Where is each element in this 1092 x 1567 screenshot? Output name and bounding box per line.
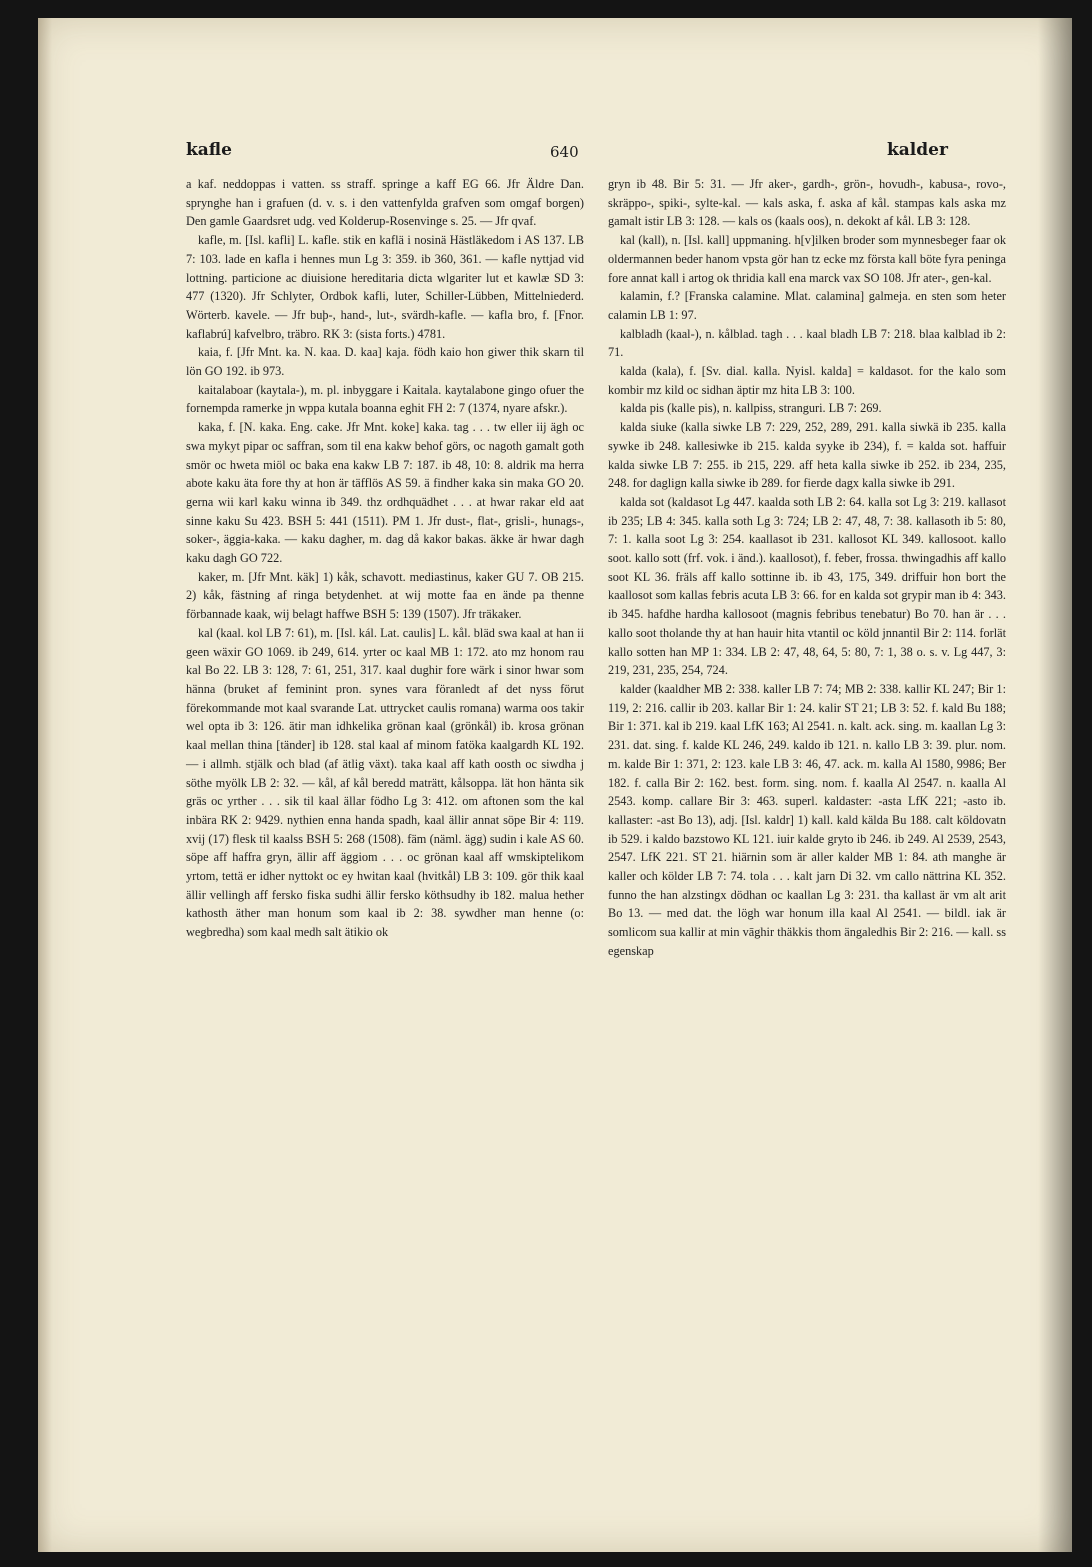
entry-paragraph: kal (kall), n. [Isl. kall] uppmaning. h[v]ilken broder som mynnesbeger faar ok oldermannen beder hanom vpsta gör han tz ecke mz första kall böte fyra peninga fore annat kall i artog ok thridia kall ena marck vax SO 108. Jfr ater-, gen-kal.: [608, 233, 1006, 285]
entry-paragraph: kalda siuke (kalla siwke LB 7: 229, 252, 289, 291. kalla siwkä ib 235. kalla sywke ib 248. kallesiwke ib 215. kalda syyke ib 234), f. = kalda sot. haffuir kalda siwke LB 7: 255. ib 215, 229. aff heta kalla siwke ib 252. ib 234, 235, 248. for daglign kalla siwke ib 289. for fierde dagx kalla siwke ib 291.: [608, 420, 1006, 491]
entry-paragraph: kaitalaboar (kaytala-), m. pl. inbyggare i Kaitala. kaytalabone gingo ofuer the fornempda ramerke jn wppa kutala boanna eghit FH 2: 7 (1374, nyare afskr.).: [186, 382, 584, 416]
entry-paragraph: kalbladh (kaal-), n. kålblad. tagh . . . kaal bladh LB 7: 218. blaa kalblad ib 2: 71.: [608, 326, 1006, 360]
page-number: 640: [550, 143, 579, 161]
running-head-right: kalder: [887, 140, 948, 160]
entry-paragraph: kalamin, f.? [Franska calamine. Mlat. calamina] galmeja. en sten som heter calamin LB 1: 97.: [608, 289, 1006, 322]
entry-paragraph: kalda pis (kalle pis), n. kallpiss, stranguri. LB 7: 269.: [620, 401, 882, 416]
entry-paragraph: kaker, m. [Jfr Mnt. käk] 1) kåk, schavott. mediastinus, kaker GU 7. OB 215. 2) kåk, fästning af ringa betydenhet. at wij motte faa en ände pa thenne förbannade kaak, wij belagt haffwe BSH 5: 139 (1507). Jfr träkaker.: [186, 569, 584, 622]
entry-paragraph: kafle, m. [Isl. kafli] L. kafle. stik en kaflä i nosinä Hästläkedom i AS 137. LB 7: 103. lade en kafla i hennes mun Lg 3: 359. ib 360, 361. — kafle nyttjad vid lottning. particione ac diuisione hereditaria dicta wlgariter lut et kawlæ SD 3: 477 (1320). Jfr Schlyter, Ordbok kafli, luter, Schiller-Lübben, Mittelniederd. Wörterb. kavele. — Jfr buþ-, hand-, lut-, svärdh-kafle. — kafla bro, f. [Fnor. kaflabrú] kafvelbro, träbro. RK 3: (sista forts.) 4781.: [186, 233, 584, 341]
running-head-left: kafle: [186, 140, 232, 160]
binding-shadow: [1038, 18, 1072, 1552]
entry-paragraph: gryn ib 48. Bir 5: 31. — Jfr aker-, gardh-, grön-, hovudh-, kabusa-, rovo-, skräppo-, spiki-, sylte-kal. — kals aska, f. aska af kål. stampas kals aska mz gamalt istir LB 3: 128. — kals os (kaals oos), n. dekokt af kål. LB 3: 128.: [608, 177, 1006, 229]
entry-paragraph: kalder (kaaldher MB 2: 338. kaller LB 7: 74; MB 2: 338. kallir KL 247; Bir 1: 119, 2: 216. callir ib 203. kallar Bir 1: 24. kalir ST 21; LB 3: 52. f. kald Bu 188; Bir 1: 371. kal ib 219. kaal LfK 163; Al 2541. n. kalt. ack. sing. m. kaallan Lg 3: 231. dat. sing. f. kalde KL 246, 249. kaldo ib 121. n. kallo LB 3: 39. plur. nom. m. kalde Bir 1: 371, 2: 123. kale LB 3: 46, 47. ack. m. kalla Al 1580, 9986; Ber 182. f. calla Bir 2: 162. best. form. sing. nom. f. kaalla Al 2547. n. kaalla Al 2543. komp. callare Bir 3: 463. superl. kaldaster: -asta LfK 221; -asto ib. kallaster: -ast Bo 13), adj. [Isl. kaldr] 1) kall. kald kälda Bu 188. calt köldovatn ib 529. i kaldo bazstowo KL 121. iuir kalde gryto ib 246. ib 249. Al 2539, 2543, 2547. LfK 221. ST 21. hiärnin som är aller kalder MB 1: 84. ath manghe är kaller och kölder LB 7: 74. tola . . . kalt jarn Di 32. vm callo nättrina KL 352. funno the han alzstingx dödhan oc kaallan Lg 3: 231. tha kallast är vm alt arit Bo 13. — med dat. the lögh war honum illa kaal Al 2541. — bildl. iak är somlicom sua kallir at min vāghir thäkkis thom ängaledhis Bir 2: 216. — kall. ss egenskap: [608, 681, 1006, 958]
entry-paragraph: kal (kaal. kol LB 7: 61), m. [Isl. kál. Lat. caulis] L. kål. bläd swa kaal at han ii geen wäxir GO 1069. ib 249, 614. yrter oc kaal MB 1: 172. ato mz honom rau kal Bo 22. LB 3: 128, 7: 61, 251, 317. kaal dughir fore wärk i sinor hwar som hänna (bruket af feminint pron. synes vara föranledt af det nyss förut förekommande mot kaal svarande Lat. uttrycket caulis romana) warma oos takir wel opta ib 3: 126. ätir man idhkelika grönan kaal (grönkål) ib. krosa grönan kaal mellan thina [tänder] ib 128. stal kaal af minom fatöka kaalgardh KL 192. — i allmh. stjälk och blad (af ätlig växt). taka kaal aff kath oosth oc siwdha j söthe myölk LB 2: 32. — kål, af kål beredd maträtt, kålsoppa. lät hon hänta sik gräs oc yrther . . . sik til kaal ällar födho Lg 3: 412. om aftonen som the kal inbära RK 2: 9429. nythien enna handa spadh, kaal ällir annat söpe Bir 4: 119. xvij (17) flesk til kaalss BSH 5: 268 (1508). fäm (näml. ägg) sudin i kale AS 60. söpe aff haffra gryn, ällir aff äggiom . . . oc grönan kaal aff wmskiptelikom yrtom, tettä er idher nyttokt oc ey hwitan kaal (hvitkål) LB 3: 109. gör thik kaal ällir vellingh aff fersko fiska sudhi ällir fersko köthsudhy ib 182. malua hether kathosth äther man honum som kaal ib 2: 38. sywdher man henne (o: wegbredha) som kaal medh salt ätikio ok: [186, 625, 584, 940]
right-column: [608, 175, 1006, 961]
entry-paragraph: kalda (kala), f. [Sv. dial. kalla. Nyisl. kalda] = kaldasot. for the kalo som kombir mz kild oc sidhan äptir mz hita LB 3: 100.: [608, 364, 1006, 397]
page-edge-shadow: [38, 18, 52, 1552]
entry-paragraph: kaia, f. [Jfr Mnt. ka. N. kaa. D. kaa] kaja. födh kaio hon giwer thik skarn til lön GO 192. ib 973.: [186, 345, 584, 379]
entry-paragraph: a kaf. neddoppas i vatten. ss straff. springe a kaff EG 66. Jfr Äldre Dan. sprynghe han i grafuen (d. v. s. i den vattenfylda grafven som omgaf borgen) Den gamle Gaardsret udg. ved Kolderup-Rosenvinge s. 25. — Jfr qvaf.: [186, 177, 584, 229]
entry-paragraph: kaka, f. [N. kaka. Eng. cake. Jfr Mnt. koke] kaka. tag . . . tw eller iij ägh oc swa mykyt pipar oc saffran, som til ena kakw behof görs, oc nagoth gamalt goth smör oc hweta miöl oc baka ena kakw LB 7: 187. ib 48, 10: 8. aldrik ma herra abote kaku äta fore thy at hon är täfflös AS 59. ä findher kaka sin maka GO 20. gerna wii karl kaku winna ib 349. thz ordhquädhet . . . at hwar rakar eld aat sinne kaku Su 423. BSH 5: 441 (1511). PM 1. Jfr dust-, flat-, grisli-, hunags-, soker-, äggia-kaka. — kaku dagher, m. dag då kakor bakas. äkke är hwar dagh kaku dagh GO 722.: [186, 420, 584, 566]
entry-paragraph: kalda sot (kaldasot Lg 447. kaalda soth LB 2: 64. kalla sot Lg 3: 219. kallasot ib 235; LB 4: 345. kalla soth Lg 3: 724; LB 2: 47, 48, 7: 38. kallasoth ib 5: 80, 7: 1. kalla soot Lg 3: 254. kaallasot ib 231. kallosot KL 349. kallosoot. kallo soot. kallo sott (frf. vok. i änd.). kaallosot), f. feber, frossa. thwingadhis aff kallo soot KL 36. fräls aff kallo sottinne ib. ib 43, 175, 349. driffuir hon bort the kaallosot som kallas febris acuta LB 3: 66. for en kalda sot grypir man ib 4: 343. ib 345. hafdhe hardha kallosoot (magnis febribus tenebatur) Bo 70. han är . . . kallo soot tholande thy at han hauir hita vtantil oc köld jnnantil Bir 2: 114. forlät kallo sotten han MP 1: 334. LB 2: 47, 48, 64, 5: 80, 7: 1, 38 o. s. v. Lg 447, 3: 219, 231, 235, 254, 724.: [608, 494, 1006, 678]
left-column: [186, 175, 584, 942]
